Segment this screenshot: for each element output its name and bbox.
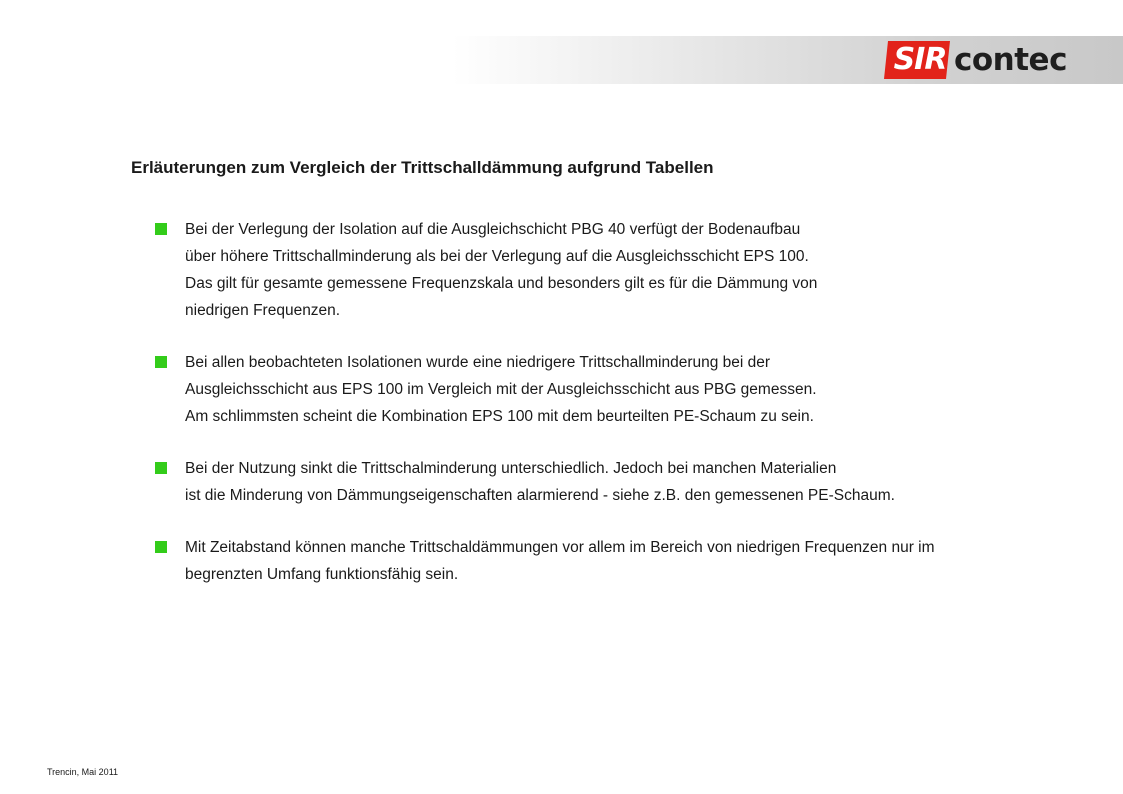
bullet-text [185, 455, 1055, 509]
bullet-list [155, 216, 1055, 613]
bullet-line: niedrigen Frequenzen. [185, 302, 341, 319]
bullet-line: Mit Zeitabstand können manche Trittschaldämmungen vor allem im Bereich von niedrigen Frequenzen nur im [185, 539, 935, 556]
page-title: Erläuterungen zum Vergleich der Trittschalldämmung aufgrund Tabellen [131, 158, 714, 177]
bullet-line: ist die Minderung von Dämmungseigenschaften alarmierend - siehe z.B. den gemessenen PE-Schaum. [185, 487, 895, 504]
bullet-text [185, 349, 1055, 430]
logo-contec-text: contec [954, 42, 1067, 78]
green-square-bullet-icon [155, 462, 167, 474]
bullet-line: Ausgleichsschicht aus EPS 100 im Vergleich mit der Ausgleichsschicht aus PBG gemessen. [185, 381, 817, 398]
bullet-line: Bei allen beobachteten Isolationen wurde eine niedrigere Trittschallminderung bei der [185, 354, 771, 371]
bullet-line: über höhere Trittschallminderung als bei der Verlegung auf die Ausgleichsschicht EPS 100. [185, 248, 809, 265]
bullet-line: Bei der Verlegung der Isolation auf die Ausgleichschicht PBG 40 verfügt der Bodenaufbau [185, 221, 801, 238]
bullet-item [155, 455, 1055, 509]
company-logo [884, 38, 1067, 82]
logo-sir-text: SIR [893, 42, 947, 77]
green-square-bullet-icon [155, 223, 167, 235]
bullet-line: Bei der Nutzung sinkt die Trittschalminderung unterschiedlich. Jedoch bei manchen Materialien [185, 460, 837, 477]
logo-sir-mark [884, 39, 952, 81]
green-square-bullet-icon [155, 356, 167, 368]
bullet-item [155, 349, 1055, 430]
bullet-line: Das gilt für gesamte gemessene Frequenzskala und besonders gilt es für die Dämmung von [185, 275, 818, 292]
green-square-bullet-icon [155, 541, 167, 553]
bullet-item [155, 216, 1055, 324]
bullet-line: begrenzten Umfang funktionsfähig sein. [185, 566, 459, 583]
bullet-text [185, 534, 1055, 588]
bullet-item [155, 534, 1055, 588]
bullet-text [185, 216, 1055, 324]
footer-place-date: Trencin, Mai 2011 [47, 767, 119, 777]
bullet-line: Am schlimmsten scheint die Kombination EPS 100 mit dem beurteilten PE-Schaum zu sein. [185, 408, 814, 425]
